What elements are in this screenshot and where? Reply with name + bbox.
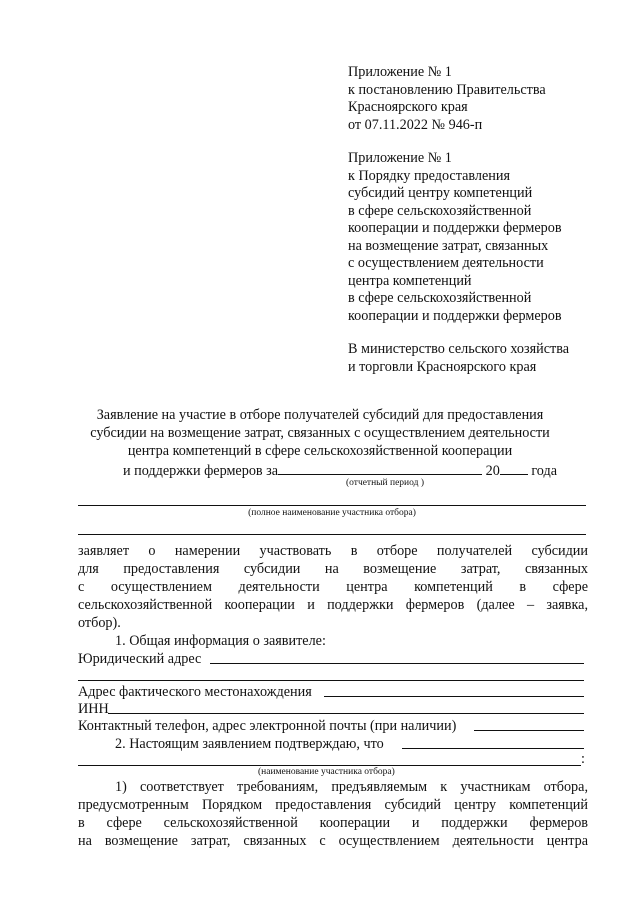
reporting-period-field[interactable] bbox=[278, 460, 482, 475]
statement-line: сельскохозяйственной кооперации и поддержки фермеров (далее – заявка, bbox=[78, 597, 588, 613]
statement-line: отбор). bbox=[78, 615, 121, 631]
contacts-label: Контактный телефон, адрес электронной почты (при наличии) bbox=[78, 718, 457, 734]
addressee-line: В министерство сельского хозяйства bbox=[348, 341, 570, 357]
legal-address-field-2[interactable] bbox=[78, 680, 584, 681]
year-prefix: 20 bbox=[485, 463, 500, 479]
addressee-line: и торговли Красноярского края bbox=[348, 358, 537, 375]
appendix-line: центра компетенций bbox=[348, 272, 472, 289]
appendix-line: от 07.11.2022 № 946-п bbox=[348, 116, 483, 133]
appendix-line: к постановлению Правительства bbox=[348, 81, 546, 98]
participant-name-field-2[interactable] bbox=[78, 534, 586, 535]
document-title-line: Заявление на участие в отборе получателей субсидий для предоставления bbox=[96, 407, 544, 423]
statement-line: с осуществлением деятельности центра компетенций в сфере bbox=[78, 579, 588, 595]
inn-label: ИНН bbox=[78, 701, 109, 717]
requirement-line: в сфере сельскохозяйственной кооперации и поддержки фермеров bbox=[78, 815, 588, 831]
appendix-header bbox=[348, 64, 546, 134]
statement-line: заявляет о намерении участвовать в отборе получателей субсидии bbox=[78, 543, 588, 559]
colon: : bbox=[581, 751, 585, 767]
appendix-line: к Порядку предоставления bbox=[348, 167, 510, 184]
participant-name-caption: (наименование участника отбора) bbox=[258, 767, 395, 777]
title-prefix: и поддержки фермеров за bbox=[123, 463, 279, 479]
document-title-last-line bbox=[123, 460, 557, 480]
year-field[interactable] bbox=[500, 460, 528, 475]
statement-line: для предоставления субсидии на возмещение затрат, связанных bbox=[78, 561, 588, 577]
actual-address-field[interactable] bbox=[324, 696, 584, 697]
confirm-participant-field[interactable] bbox=[402, 748, 584, 749]
requirement-line: предусмотренным Порядком предоставления субсидий центру компетенций bbox=[78, 797, 588, 813]
confirm-participant-field-2[interactable] bbox=[78, 765, 581, 766]
actual-address-label: Адрес фактического местонахождения bbox=[78, 684, 312, 700]
contacts-field[interactable] bbox=[474, 730, 584, 731]
requirement-line: на возмещение затрат, связанных с осуществлением деятельности центра bbox=[78, 833, 588, 849]
appendix-line: субсидий центру компетенций bbox=[348, 185, 533, 201]
legal-address-label: Юридический адрес bbox=[78, 651, 202, 667]
appendix-line: с осуществлением деятельности bbox=[348, 255, 544, 271]
order-appendix-header bbox=[348, 150, 562, 325]
appendix-line: кооперации и поддержки фермеров bbox=[348, 220, 562, 236]
inn-field[interactable] bbox=[108, 713, 584, 714]
legal-address-field[interactable] bbox=[210, 663, 584, 664]
appendix-line: Приложение № 1 bbox=[348, 150, 452, 166]
period-caption: (отчетный период ) bbox=[346, 478, 424, 488]
appendix-line: в сфере сельскохозяйственной bbox=[348, 202, 532, 219]
appendix-line: Красноярского края bbox=[348, 99, 468, 115]
appendix-line: кооперации и поддержки фермеров bbox=[348, 307, 562, 324]
year-suffix: года bbox=[531, 463, 558, 479]
participant-name-field[interactable] bbox=[78, 505, 586, 506]
appendix-line: Приложение № 1 bbox=[348, 64, 452, 80]
document-title-line: субсидии на возмещение затрат, связанных с осуществлением деятельности bbox=[90, 425, 550, 441]
appendix-line: на возмещение затрат, связанных bbox=[348, 237, 549, 254]
addressee bbox=[348, 341, 569, 376]
requirement-line: 1) соответствует требованиям, предъявляемым к участникам отбора, bbox=[115, 779, 588, 795]
appendix-line: в сфере сельскохозяйственной bbox=[348, 290, 532, 306]
section2-heading: 2. Настоящим заявлением подтверждаю, что bbox=[115, 736, 384, 752]
document-title-line: центра компетенций в сфере сельскохозяйственной кооперации bbox=[127, 443, 513, 459]
section1-heading: 1. Общая информация о заявителе: bbox=[115, 633, 326, 649]
participant-caption: (полное наименование участника отбора) bbox=[248, 508, 416, 518]
